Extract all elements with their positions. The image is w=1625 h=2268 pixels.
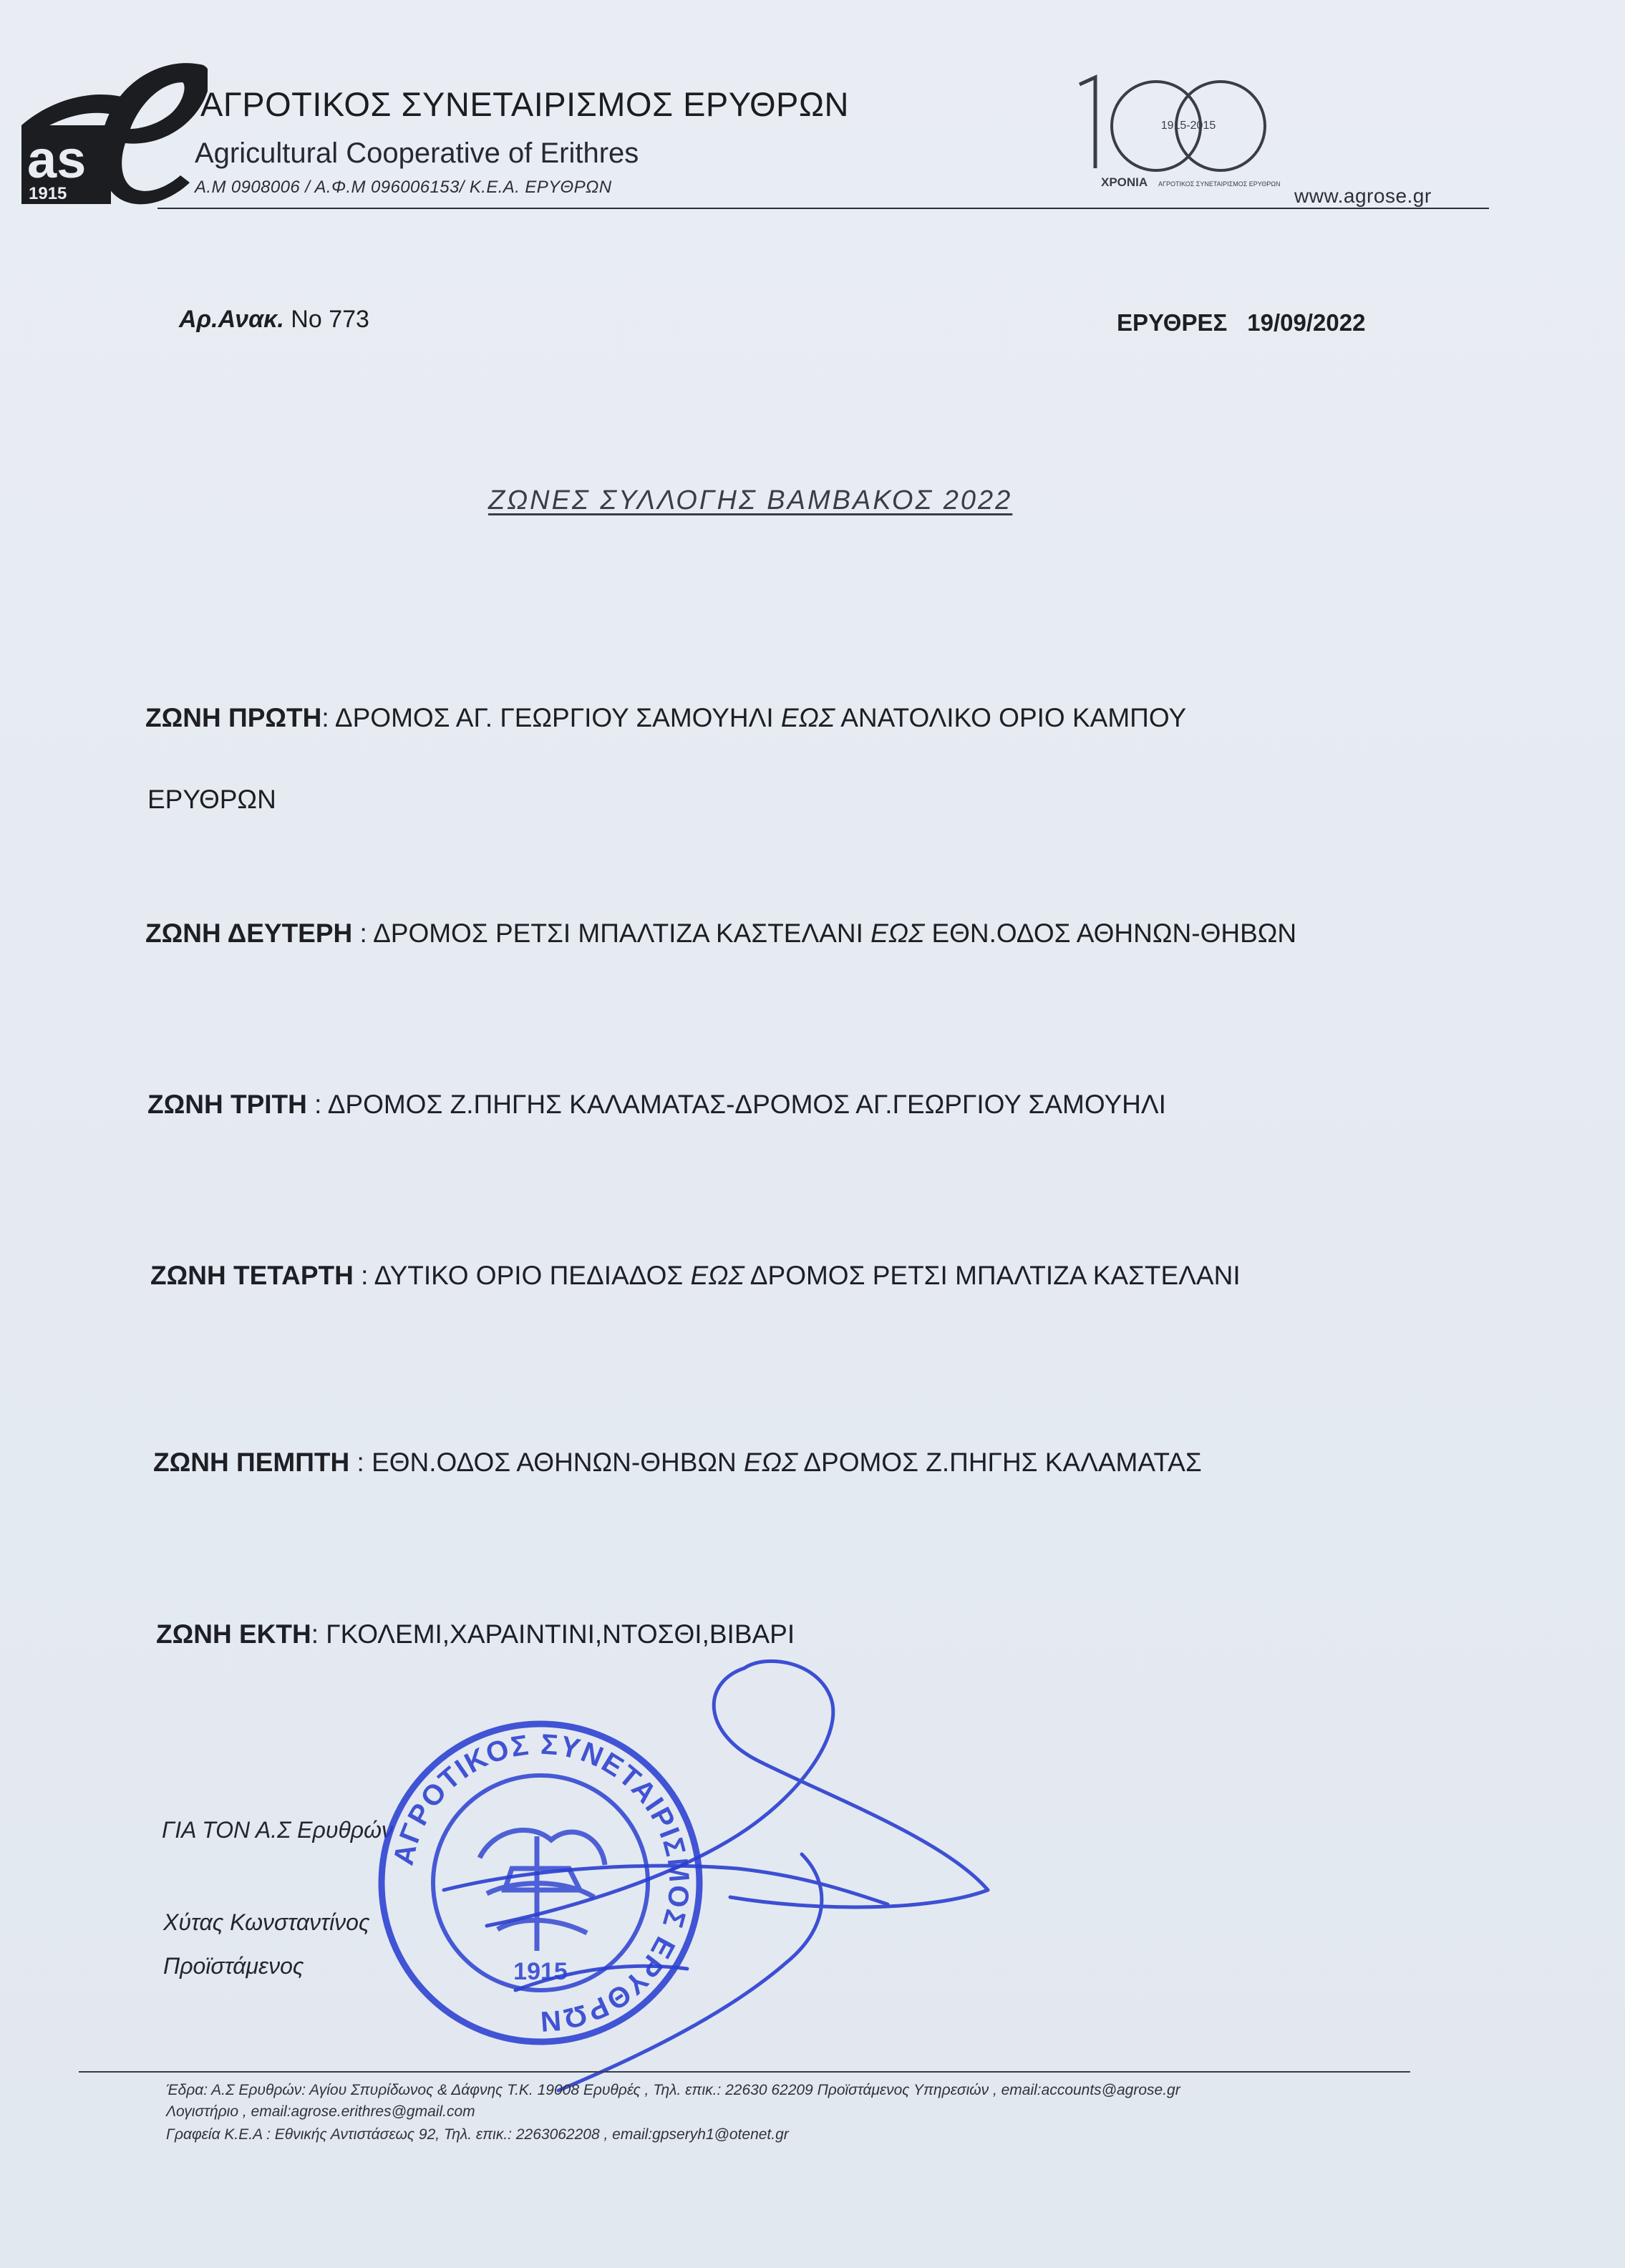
centenary-label: ΧΡΟΝΙΑ [1101, 175, 1148, 189]
zone-from: ΔΡΟΜΟΣ ΑΓ. ΓΕΩΡΓΙΟΥ ΣΑΜΟΥΗΛΙ [334, 703, 774, 732]
footer-divider [79, 2071, 1410, 2073]
zone-to: ΕΘΝ.ΟΔΟΣ ΑΘΗΝΩΝ-ΘΗΒΩΝ [931, 919, 1297, 948]
zone-label: ΖΩΝΗ ΤΡΙΤΗ [147, 1090, 307, 1119]
zone-connector: ΕΩΣ [780, 703, 835, 732]
centenary-years: 1915-2015 [1160, 120, 1216, 132]
signatory-name: Χύτας Κωνσταντίνος [163, 1909, 370, 1935]
logo-year: 1915 [29, 184, 67, 203]
document-date [1117, 309, 1365, 336]
zone-text: ΓΚΟΛΕΜΙ,ΧΑΡΑΙΝΤΙΝΙ,ΝΤΟΣΘΙ,ΒΙΒΑΡΙ [326, 1619, 795, 1649]
zone-from: ΔΡΟΜΟΣ ΡΕΤΣΙ ΜΠΑΛΤΙΖΑ ΚΑΣΤΕΛΑΝΙ [373, 919, 863, 948]
zone-label: ΖΩΝΗ ΤΕΤΑΡΤΗ [150, 1261, 354, 1290]
document-title: ΖΩΝΕΣ ΣΥΛΛΟΓΗΣ ΒΑΜΒΑΚΟΣ 2022 [488, 485, 1013, 515]
header-divider [157, 208, 1489, 209]
centenary-emblem [1067, 72, 1296, 197]
org-name-english: Agricultural Cooperative of Erithres [195, 137, 639, 169]
zone-5: ΖΩΝΗ ΠΕΜΠΤΗ : ΕΘΝ.ΟΔΟΣ ΑΘΗΝΩΝ-ΘΗΒΩΝ ΕΩΣ ΔΡΟΜΟΣ Ζ.ΠΗΓΗΣ ΚΑΛΑΜΑΤΑΣ [153, 1448, 1202, 1477]
cooperative-logo [21, 57, 208, 218]
date-value: 19/09/2022 [1247, 309, 1366, 336]
footer-address: Έδρα: Α.Σ Ερυθρών: Αγίου Σπυρίδωνος & Δάφνης Τ.Κ. 19008 Ερυθρές , Τηλ. επικ.: 22630 62209 Προϊστάμενος Υπηρεσιών , email:accounts@agrose.gr [166, 2082, 1180, 2098]
zone-1-continuation: ΕΡΥΘΡΩΝ [147, 785, 276, 814]
logo-letters: as [27, 130, 87, 189]
zone-connector: ΕΩΣ [690, 1261, 744, 1290]
zone-1: ΖΩΝΗ ΠΡΩΤΗ: ΔΡΟΜΟΣ ΑΓ. ΓΕΩΡΓΙΟΥ ΣΑΜΟΥΗΛΙ ΕΩΣ ΑΝΑΤΟΛΙΚΟ ΟΡΙΟ ΚΑΜΠΟΥ [145, 703, 1187, 732]
zone-label: ΖΩΝΗ ΔΕΥΤΕΡΗ [145, 919, 353, 948]
signature-for-line: ΓΙΑ ΤΟΝ Α.Σ Ερυθρών [162, 1817, 394, 1843]
org-name-greek: ΑΓΡΟΤΙΚΟΣ ΣΥΝΕΤΑΙΡΙΣΜΟΣ ΕΡΥΘΡΩΝ [200, 85, 849, 123]
zone-to: ΔΡΟΜΟΣ ΡΕΤΣΙ ΜΠΑΛΤΙΖΑ ΚΑΣΤΕΛΑΝΙ [750, 1261, 1241, 1290]
zone-from: ΔΥΤΙΚΟ ΟΡΙΟ ΠΕΔΙΑΔΟΣ [374, 1261, 684, 1290]
zone-label: ΖΩΝΗ ΠΕΜΠΤΗ [153, 1448, 350, 1477]
zone-connector: ΕΩΣ [870, 919, 925, 948]
signatory-role: Προϊστάμενος [163, 1953, 304, 1979]
centenary-caption: ΑΓΡΟΤΙΚΟΣ ΣΥΝΕΤΑΙΡΙΣΜΟΣ ΕΡΥΘΡΩΝ [1158, 180, 1281, 188]
zone-to: ΑΝΑΤΟΛΙΚΟ ΟΡΙΟ ΚΑΜΠΟΥ [840, 703, 1187, 732]
zone-2: ΖΩΝΗ ΔΕΥΤΕΡΗ : ΔΡΟΜΟΣ ΡΕΤΣΙ ΜΠΑΛΤΙΖΑ ΚΑΣΤΕΛΑΝΙ ΕΩΣ ΕΘΝ.ΟΔΟΣ ΑΘΗΝΩΝ-ΘΗΒΩΝ [145, 919, 1297, 948]
zone-to: ΔΡΟΜΟΣ Ζ.ΠΗΓΗΣ ΚΑΛΑΜΑΤΑΣ [803, 1448, 1202, 1477]
footer-accounting: Λογιστήριο , email:agrose.erithres@gmail.com [166, 2103, 475, 2120]
zone-6: ΖΩΝΗ ΕΚΤΗ: ΓΚΟΛΕΜΙ,ΧΑΡΑΙΝΤΙΝΙ,ΝΤΟΣΘΙ,ΒΙΒΑΡΙ [156, 1619, 795, 1649]
zone-from: ΕΘΝ.ΟΔΟΣ ΑΘΗΝΩΝ-ΘΗΒΩΝ [372, 1448, 737, 1477]
stamp-ring-text: ΑΓΡΟΤΙΚΟΣ ΣΥΝΕΤΑΙΡΙΣΜΟΣ ΕΡΥΘΡΩΝ [387, 1728, 695, 2037]
reference-number [179, 306, 369, 334]
footer-kea-office: Γραφεία Κ.Ε.Α : Εθνικής Αντιστάσεως 92, Τηλ. επικ.: 2263062208 , email:gpseryh1@otenet.gr [166, 2126, 789, 2143]
zone-connector: ΕΩΣ [744, 1448, 798, 1477]
registration-numbers: Α.Μ 0908006 / Α.Φ.Μ 096006153/ Κ.Ε.Α. ΕΡΥΘΡΩΝ [195, 178, 612, 197]
stamp-year: 1915 [513, 1958, 568, 1985]
handwritten-signature [430, 1654, 1002, 2098]
reference-value: Νο 773 [291, 306, 369, 333]
reference-label: Αρ.Ανακ. [179, 306, 284, 333]
zone-label: ΖΩΝΗ ΕΚΤΗ [156, 1619, 311, 1649]
zone-label: ΖΩΝΗ ΠΡΩΤΗ [145, 703, 322, 732]
date-place: ΕΡΥΘΡΕΣ [1117, 309, 1228, 336]
zone-3: ΖΩΝΗ ΤΡΙΤΗ : ΔΡΟΜΟΣ Ζ.ΠΗΓΗΣ ΚΑΛΑΜΑΤΑΣ-ΔΡΟΜΟΣ ΑΓ.ΓΕΩΡΓΙΟΥ ΣΑΜΟΥΗΛΙ [147, 1090, 1166, 1119]
zone-4: ΖΩΝΗ ΤΕΤΑΡΤΗ : ΔΥΤΙΚΟ ΟΡΙΟ ΠΕΔΙΑΔΟΣ ΕΩΣ ΔΡΟΜΟΣ ΡΕΤΣΙ ΜΠΑΛΤΙΖΑ ΚΑΣΤΕΛΑΝΙ [150, 1261, 1241, 1290]
zone-text: ΔΡΟΜΟΣ Ζ.ΠΗΓΗΣ ΚΑΛΑΜΑΤΑΣ-ΔΡΟΜΟΣ ΑΓ.ΓΕΩΡΓΙΟΥ ΣΑΜΟΥΗΛΙ [327, 1090, 1166, 1119]
website-link[interactable]: www.agrose.gr [1294, 185, 1432, 207]
